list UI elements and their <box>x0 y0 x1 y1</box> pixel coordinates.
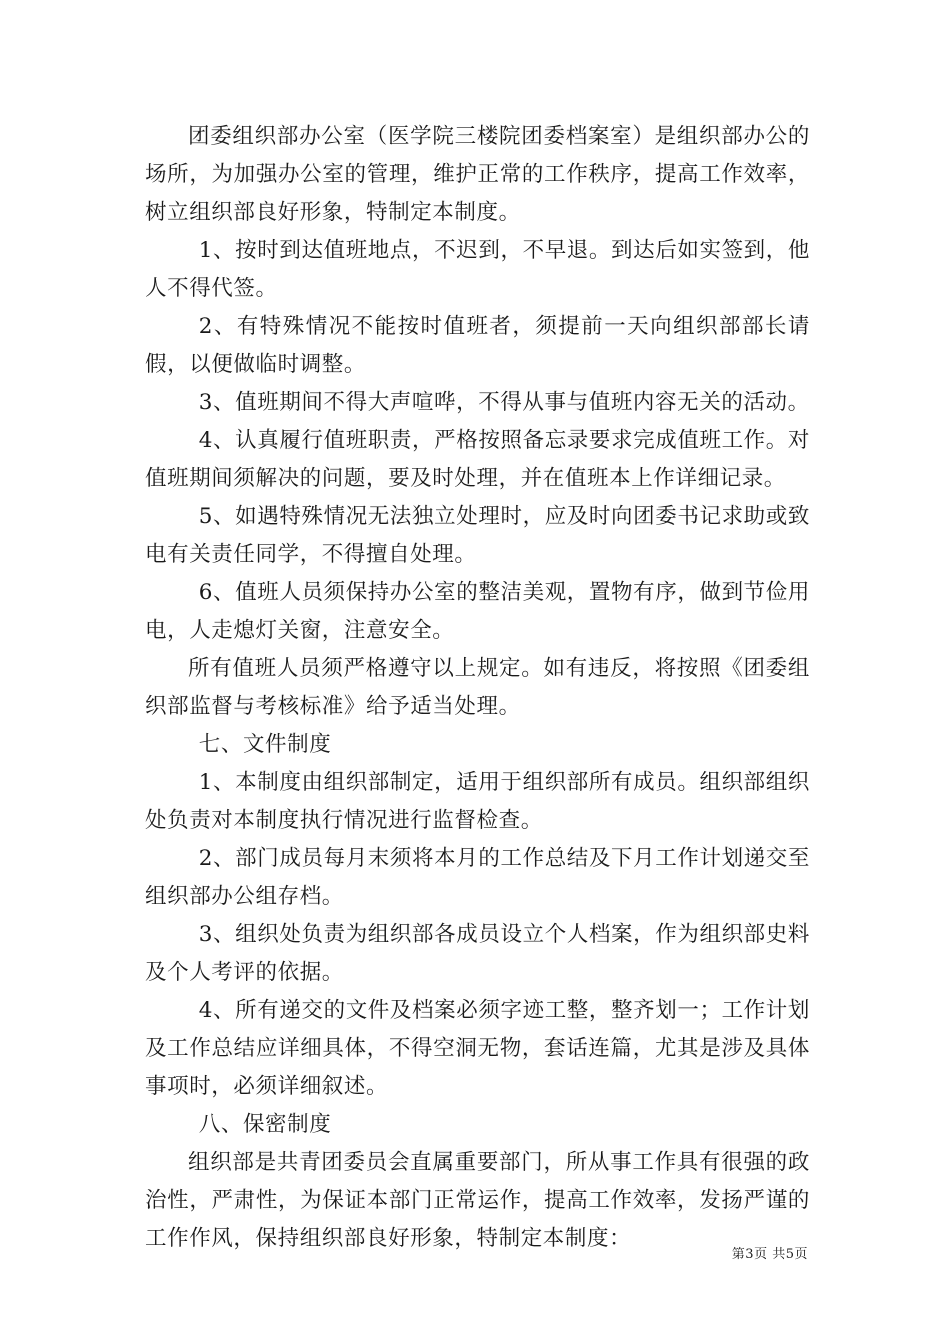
current-page-number: 3 <box>745 1247 755 1262</box>
rule-item: 4、认真履行值班职责，严格按照备忘录要求完成值班工作。对值班期间须解决的问题，要及时处理，并在值班本上作详细记录。 <box>145 428 810 491</box>
page-number-footer <box>732 1246 808 1264</box>
page-suffix: 页 <box>794 1247 808 1262</box>
document-body <box>145 118 810 1258</box>
page-prefix: 第 <box>731 1247 746 1262</box>
section-heading: 八、保密制度 <box>198 1112 332 1137</box>
intro-paragraph: 团委组织部办公室（医学院三楼院团委档案室）是组织部办公的场所，为加强办公室的管理，维护正常的工作秩序，提高工作效率，树立组织部良好形象，特制定本制度。 <box>145 124 810 225</box>
rule-item: 2、部门成员每月末须将本月的工作总结及下月工作计划递交至组织部办公组存档。 <box>145 846 810 909</box>
rule-item: 2、有特殊情况不能按时值班者，须提前一天向组织部部长请假，以便做临时调整。 <box>145 314 810 377</box>
summary-paragraph: 所有值班人员须严格遵守以上规定。如有违反，将按照《团委组织部监督与考核标准》给予适当处理。 <box>145 656 810 719</box>
section-heading: 七、文件制度 <box>198 732 332 757</box>
rule-item: 3、值班期间不得大声喧哗，不得从事与值班内容无关的活动。 <box>198 390 810 415</box>
rule-item: 1、按时到达值班地点，不迟到，不早退。到达后如实签到，他人不得代签。 <box>145 238 810 301</box>
page-middle: 页 共 <box>754 1247 786 1262</box>
rule-item: 1、本制度由组织部制定，适用于组织部所有成员。组织部组织处负责对本制度执行情况进行监督检查。 <box>145 770 810 833</box>
rule-item: 3、组织处负责为组织部各成员设立个人档案，作为组织部史料及个人考评的依据。 <box>145 922 810 985</box>
total-page-number: 5 <box>785 1247 795 1262</box>
rule-item: 6、值班人员须保持办公室的整洁美观，置物有序，做到节俭用电，人走熄灯关窗，注意安全。 <box>145 580 810 643</box>
rule-item: 5、如遇特殊情况无法独立处理时，应及时向团委书记求助或致电有关责任同学，不得擅自处理。 <box>145 504 810 567</box>
rule-item: 4、所有递交的文件及档案必须字迹工整，整齐划一；工作计划及工作总结应详细具体，不得空洞无物，套话连篇，尤其是涉及具体事项时，必须详细叙述。 <box>145 998 810 1099</box>
section-intro-paragraph: 组织部是共青团委员会直属重要部门，所从事工作具有很强的政治性，严肃性，为保证本部门正常运作，提高工作效率，发扬严谨的工作作风，保持组织部良好形象，特制定本制度： <box>145 1150 810 1251</box>
